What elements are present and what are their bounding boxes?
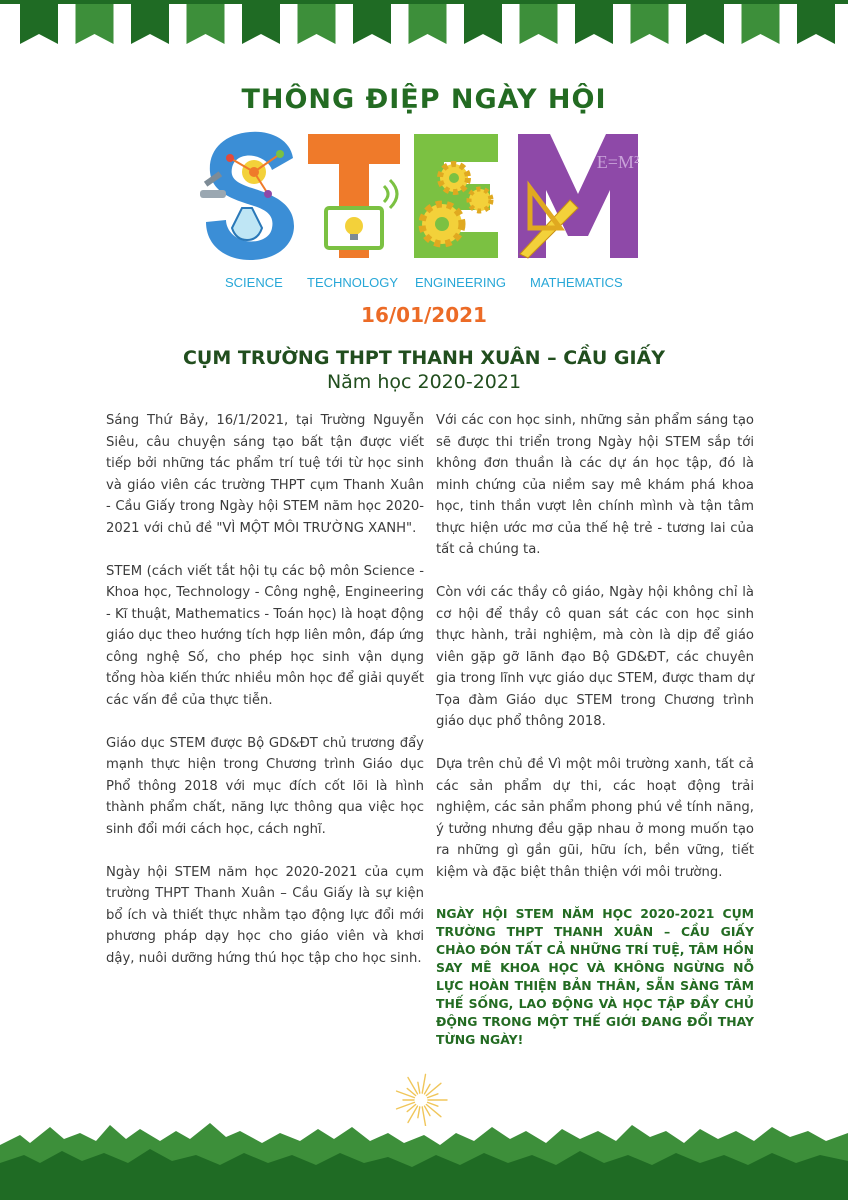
stem-formula: E=M² [596, 152, 640, 172]
grass-footer [0, 1105, 848, 1200]
paragraph: Ngày hội STEM năm học 2020-2021 của cụm trường THPT Thanh Xuân – Cầu Giấy là sự kiện bổ ích và thiết thực nhằm tạo động lực đổi mới phương pháp dạy học cho giáo viên và khơi dậy, nuôi dưỡng hứng thú học tập cho học sinh. [106, 864, 424, 966]
left-column [106, 410, 424, 991]
bunting-flag [353, 4, 391, 44]
label-mathematics: MATHEMATICS [530, 275, 623, 290]
school-year: Năm học 2020-2021 [326, 371, 522, 393]
cluster-name: CỤM TRƯỜNG THPT THANH XUÂN – CẦU GIẤY [182, 347, 666, 369]
bunting-flag [686, 4, 724, 44]
letter-t-graphic [308, 134, 400, 258]
letter-s-graphic [200, 132, 294, 260]
event-date: 16/01/2021 [361, 303, 487, 327]
letter-e-graphic [414, 134, 498, 258]
label-technology: TECHNOLOGY [307, 275, 399, 290]
stem-logo [198, 128, 648, 260]
cluster-heading [0, 346, 848, 394]
bunting-flag [242, 4, 280, 44]
label-engineering: ENGINEERING [415, 275, 507, 290]
paragraph: Dựa trên chủ đề Vì một môi trường xanh, tất cả các sản phẩm dự thi, các hoạt động trải nghiệm, các sản phẩm phong phú về tính năng, ý tưởng nhưng đều gặp nhau ở mong muốn tạo ra những gì gần gũi, hữu ích, bền vững, tiết kiệm và đặc biệt thân thiện với môi trường. [436, 757, 754, 880]
bunting-flag [187, 4, 225, 44]
bunting-flag [409, 4, 447, 44]
bunting-flag [464, 4, 502, 44]
paragraph: Còn với các thầy cô giáo, Ngày hội không chỉ là cơ hội để thầy cô quan sát các con học sinh thực hành, trải nghiệm, mà còn là dịp để giáo viên gặp gỡ lãnh đạo Bộ GD&ĐT, các chuyên gia trong lĩnh vực giáo dục STEM, được tham dự Tọa đàm Giáo dục STEM trong Chương trình giáo dục phổ thông 2018. [436, 585, 754, 729]
bunting-flag [131, 4, 169, 44]
bunting-flag [797, 4, 835, 44]
bunting-flag [742, 4, 780, 44]
stem-subject-labels [210, 275, 650, 293]
paragraph: Giáo dục STEM được Bộ GD&ĐT chủ trương đẩy mạnh thực hiện trong Chương trình Giáo dục Phổ thông 2018 với mục đích cốt lõi là hình thành phẩm chất, năng lực thông qua việc học sinh đổi mới cách học, cách nghĩ. [106, 735, 424, 837]
paragraph: Với các con học sinh, những sản phẩm sáng tạo sẽ được thi triển trong Ngày hội STEM sắp tới không đơn thuần là các dự án học tập, đó là minh chứng của niềm say mê khám phá khoa học, tinh thần vượt lên chính mình và tận tâm thực hiện ước mơ của thế hệ trẻ - tương lai của tất cả chúng ta. [436, 413, 754, 557]
bunting-flag [76, 4, 114, 44]
paragraph: Sáng Thứ Bảy, 16/1/2021, tại Trường Nguyễn Siêu, câu chuyện sáng tạo bất tận được viết tiếp bởi những tác phẩm trí tuệ tới từ học sinh và giáo viên các trường THPT cụm Thanh Xuân - Cầu Giấy trong Ngày hội STEM năm học 2020-2021 với chủ đề "VÌ MỘT MÔI TRƯỜNG XANH". [106, 413, 424, 536]
page-title: THÔNG ĐIỆP NGÀY HỘI [241, 84, 607, 115]
bunting-flag [575, 4, 613, 44]
right-column [436, 410, 754, 1070]
bunting-flag [20, 4, 58, 44]
bunting-flag [298, 4, 336, 44]
bunting-flag [631, 4, 669, 44]
closing-statement: NGÀY HỘI STEM NĂM HỌC 2020-2021 CỤM TRƯỜNG THPT THANH XUÂN – CẦU GIẤY CHÀO ĐÓN TẤT CẢ NHỮNG TRÍ TUỆ, TÂM HỒN SAY MÊ KHOA HỌC VÀ KHÔNG NGỪNG NỖ LỰC HOÀN THIỆN BẢN THÂN, SẴN SÀNG TÂM THẾ SỐNG, LAO ĐỘNG VÀ HỌC TẬP ĐẦY CHỦ ĐỘNG TRONG MỘT THẾ GIỚI ĐANG ĐỔI THAY TỪNG NGÀY! [436, 905, 754, 1047]
bunting-flag [520, 4, 558, 44]
label-science: SCIENCE [225, 275, 283, 290]
paragraph: STEM (cách viết tắt hội tụ các bộ môn Science - Khoa học, Technology - Công nghệ, Engineering - Kĩ thuật, Mathematics - Toán học) là hoạt động giáo dục theo hướng tích hợp liên môn, đáp ứng công nghệ Số, cho phép học sinh vận dụng tổng hòa kiến thức nhiều môn học để giải quyết các vấn đề của thực tiễn. [106, 563, 424, 708]
bunting-decoration [0, 0, 848, 50]
